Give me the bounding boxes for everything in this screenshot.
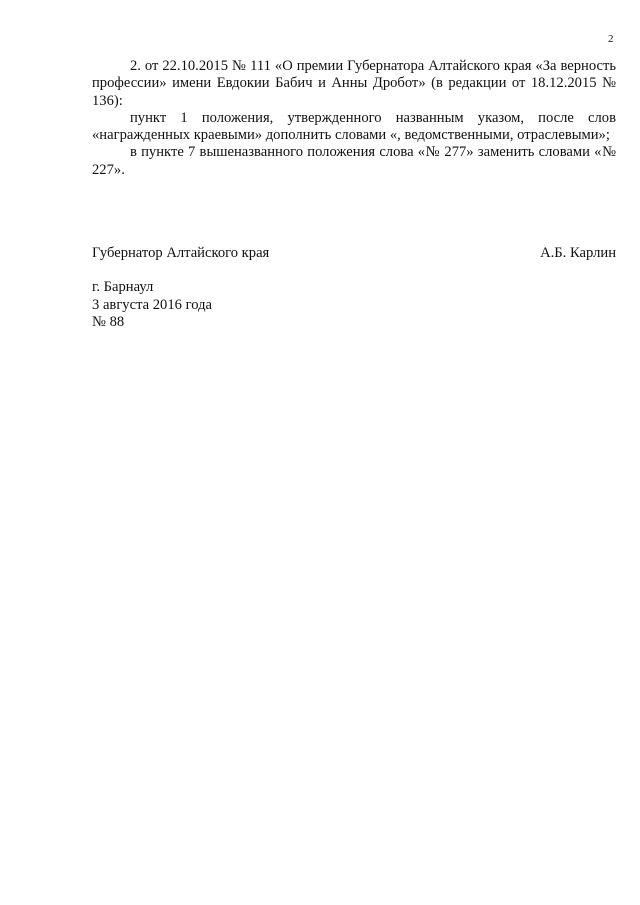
decree-date: 3 августа 2016 года xyxy=(92,296,212,313)
paragraph-point-1-change: пункт 1 положения, утвержденного названным указом, после слов «награжденных краевыми» дополнить словами «, ведомственными, отраслевыми»; xyxy=(92,109,616,144)
document-body xyxy=(92,58,616,179)
paragraph-amendment-item: 2. от 22.10.2015 № 111 «О премии Губернатора Алтайского края «За верность профессии» имени Евдокии Бабич и Анны Дробот» (в редакции от 18.12.2015 № 136): xyxy=(92,58,616,109)
signatory-position: Губернатор Алтайского края xyxy=(92,245,270,261)
place-date-block xyxy=(92,279,212,332)
signatory-name: А.Б. Карлин xyxy=(540,245,616,261)
paragraph-point-7-change: в пункте 7 вышеназванного положения слова «№ 277» заменить словами «№ 227». xyxy=(92,144,616,178)
page-number: 2 xyxy=(608,33,614,45)
city: г. Барнаул xyxy=(92,279,154,295)
signature-block xyxy=(92,245,616,262)
decree-number: № 88 xyxy=(92,314,125,330)
